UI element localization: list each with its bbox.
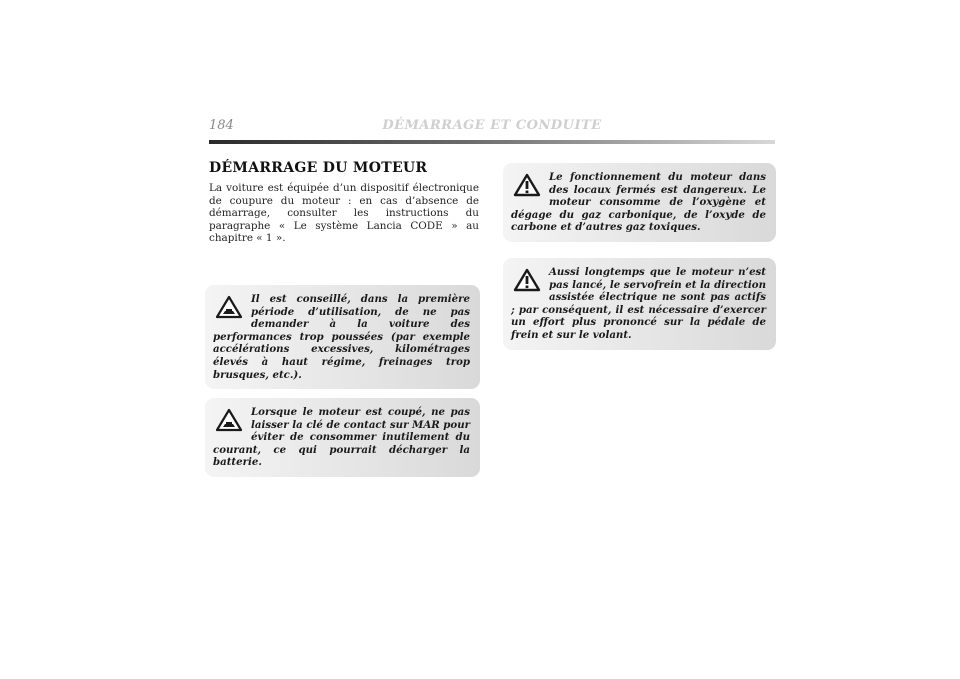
danger-box (503, 163, 776, 242)
caution-triangle-icon (215, 295, 243, 323)
page-header (209, 118, 775, 146)
caution-box (205, 398, 480, 477)
caution-text: Il est conseillé, dans la première période d’utilisation, de ne pas demander à la voiture des performances trop poussées (par exemple accélérations excessives, kilométrages élevés à haut régime, freinages trop brusques, etc.). (213, 293, 470, 381)
section-heading: DÉMARRAGE DU MOTEUR (209, 160, 428, 176)
caution-triangle-icon (215, 408, 243, 436)
page-number: 184 (209, 118, 234, 133)
danger-text: Le fonctionnement du moteur dans des locaux fermés est dangereux. Le moteur consomme de l’oxygène et dégage du gaz carbonique, de l’oxyde de carbone et d’autres gaz toxiques. (511, 171, 766, 234)
danger-triangle-icon (513, 173, 541, 201)
danger-text: Aussi longtemps que le moteur n’est pas lancé, le servofrein et la direction assistée électrique ne sont pas actifs ; par conséquent, il est nécessaire d’exercer un effort plus prononcé sur la pédale de frein et sur le volant. (511, 266, 766, 341)
caution-box (205, 285, 480, 389)
section-title: DÉMARRAGE ET CONDUITE (382, 118, 602, 133)
header-rule (209, 140, 775, 144)
intro-paragraph: La voiture est équipée d’un dispositif électronique de coupure du moteur : en cas d’absence de démarrage, consulter les instructions du paragraphe « Le système Lancia CODE » au chapitre « 1 ». (209, 182, 479, 244)
caution-text: Lorsque le moteur est coupé, ne pas laisser la clé de contact sur MAR pour éviter de consommer inutilement du courant, ce qui pourrait décharger la batterie. (213, 406, 470, 469)
danger-triangle-icon (513, 268, 541, 296)
left-column (209, 160, 479, 245)
danger-box (503, 258, 776, 350)
